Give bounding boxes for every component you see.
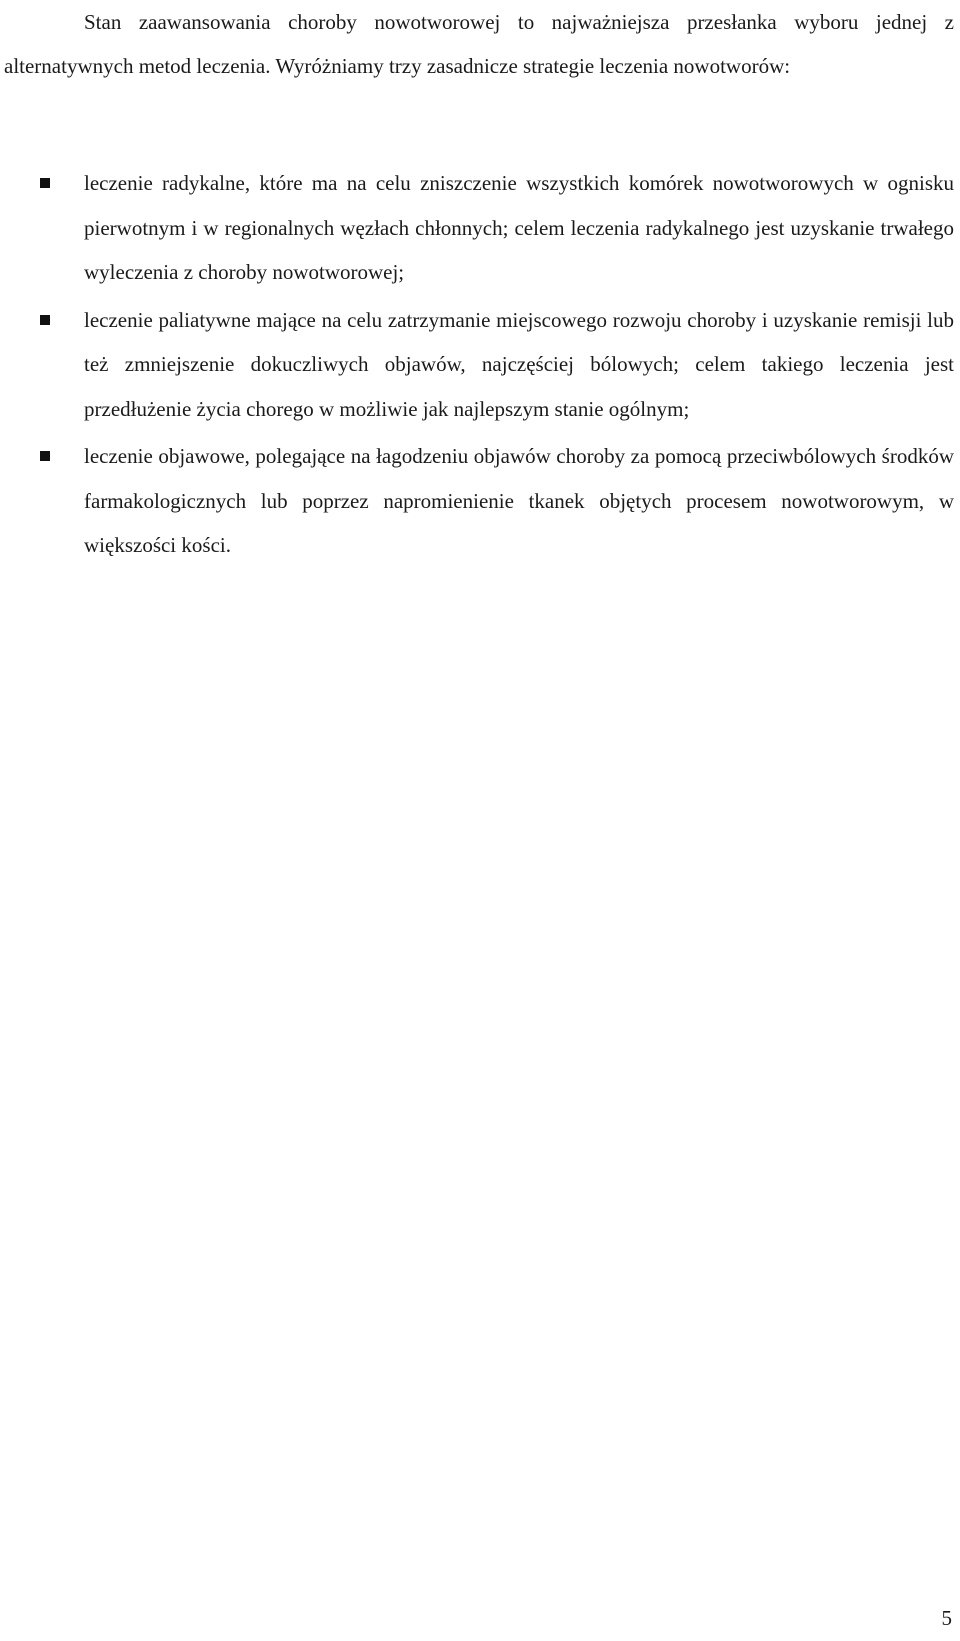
square-bullet-icon xyxy=(40,178,50,188)
treatment-strategies-list xyxy=(0,161,960,571)
list-item-text: leczenie objawowe, polegające na łagodzeniu objawów choroby za pomocą przeciwbólowych środków farmakologicznych lub poprzez napromienienie tkanek objętych procesem nowotworowym, w większości kości. xyxy=(84,444,954,557)
list-item xyxy=(0,161,954,295)
page-number: 5 xyxy=(941,1606,952,1630)
intro-paragraph: Stan zaawansowania choroby nowotworowej to najważniejsza przesłanka wyboru jednej z alternatywnych metod leczenia. Wyróżniamy trzy zasadnicze strategie leczenia nowotworów: xyxy=(4,10,954,78)
list-item xyxy=(0,298,954,432)
list-item xyxy=(0,434,954,568)
list-item-text: leczenie radykalne, które ma na celu zniszczenie wszystkich komórek nowotworowych w ognisku pierwotnym i w regionalnych węzłach chłonnych; celem leczenia radykalnego jest uzyskanie trwałego wyleczenia z choroby nowotworowej; xyxy=(84,171,954,284)
square-bullet-icon xyxy=(40,315,50,325)
list-item-text: leczenie paliatywne mające na celu zatrzymanie miejscowego rozwoju choroby i uzyskanie remisji lub też zmniejszenie dokuczliwych objawów, najczęściej bólowych; celem takiego leczenia jest przedłużenie życia chorego w możliwie jak najlepszym stanie ogólnym; xyxy=(84,307,954,421)
square-bullet-icon xyxy=(40,451,50,461)
